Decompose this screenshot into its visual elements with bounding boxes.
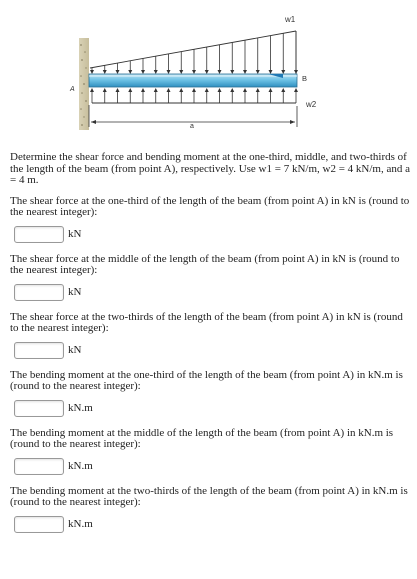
load-arrowhead xyxy=(230,88,234,92)
load-arrowhead xyxy=(192,70,196,74)
unit-label: kN.m xyxy=(68,518,93,530)
load-arrowhead xyxy=(281,70,285,74)
question-moment-one-third xyxy=(10,370,410,419)
load-arrowhead xyxy=(256,88,260,92)
load-arrowhead xyxy=(128,88,132,92)
lower-distributed-load xyxy=(90,88,298,103)
answer-input-moment-one-third[interactable] xyxy=(14,400,64,417)
question-moment-two-thirds xyxy=(10,486,410,535)
load-arrowhead xyxy=(141,88,145,92)
load-arrowhead xyxy=(90,88,94,92)
load-arrowhead xyxy=(205,88,209,92)
unit-label: kN.m xyxy=(68,460,93,472)
load-arrowhead xyxy=(179,88,183,92)
point-a-label: A xyxy=(70,86,75,93)
upper-distributed-load xyxy=(90,31,298,74)
unit-label: kN xyxy=(68,344,82,356)
load-arrowhead xyxy=(128,70,132,74)
answer-input-shear-two-thirds[interactable] xyxy=(14,342,64,359)
load-arrowhead xyxy=(243,88,247,92)
load-arrowhead xyxy=(205,70,209,74)
answer-row xyxy=(10,456,410,477)
load-arrowhead xyxy=(167,88,171,92)
answer-row xyxy=(10,514,410,535)
load-arrowhead xyxy=(103,88,107,92)
load-arrowhead xyxy=(269,70,273,74)
fixed-support xyxy=(79,38,89,130)
problem-content xyxy=(10,152,410,535)
question-shear-middle xyxy=(10,254,410,303)
load-arrowhead xyxy=(230,70,234,74)
w2-label: w2 xyxy=(306,100,317,109)
length-label: a xyxy=(190,123,194,130)
question-prompt: The shear force at the one-third of the length of the beam (from point A) in kN is (round to the nearest integer): xyxy=(10,194,410,218)
question-prompt: The shear force at the two-thirds of the length of the beam (from point A) in kN is (round to the nearest integer): xyxy=(10,310,403,334)
load-arrowhead xyxy=(90,70,94,74)
load-arrowhead xyxy=(116,88,120,92)
answer-input-shear-one-third[interactable] xyxy=(14,226,64,243)
answer-input-moment-middle[interactable] xyxy=(14,458,64,475)
question-prompt: The bending moment at the middle of the length of the beam (from point A) in kN.m is (round to the nearest integer): xyxy=(10,426,394,450)
load-arrowhead xyxy=(141,70,145,74)
unit-label: kN.m xyxy=(68,402,93,414)
beam xyxy=(89,74,297,87)
question-moment-middle xyxy=(10,428,410,477)
load-arrowhead xyxy=(116,70,120,74)
unit-label: kN xyxy=(68,286,82,298)
question-shear-two-thirds xyxy=(10,312,410,361)
point-b-label: B xyxy=(302,74,308,83)
unit-label: kN xyxy=(68,228,82,240)
beam-diagram-svg xyxy=(0,0,417,145)
question-prompt: The bending moment at the two-thirds of the length of the beam (from point A) in kN.m is (round to the nearest integer): xyxy=(10,484,408,508)
load-arrowhead xyxy=(218,88,222,92)
answer-row xyxy=(10,224,410,245)
beam-diagram xyxy=(0,0,417,145)
load-arrowhead xyxy=(281,88,285,92)
load-arrowhead xyxy=(103,70,107,74)
load-arrowhead xyxy=(294,70,298,74)
problem-statement: Determine the shear force and bending moment at the one-third, middle, and two-thirds of the length of the beam (from point A), respectively. Use w1 = 7 kN/m, w2 = 4 kN/m, and a = 4 m. xyxy=(10,151,410,186)
load-arrowhead xyxy=(243,70,247,74)
load-arrowhead xyxy=(154,88,158,92)
load-arrowhead xyxy=(256,70,260,74)
answer-row xyxy=(10,398,410,419)
load-arrowhead xyxy=(294,88,298,92)
load-arrowhead xyxy=(269,88,273,92)
load-arrowhead xyxy=(192,88,196,92)
load-arrowhead xyxy=(179,70,183,74)
w1-label: w1 xyxy=(285,15,296,24)
answer-input-shear-middle[interactable] xyxy=(14,284,64,301)
load-arrowhead xyxy=(167,70,171,74)
answer-input-moment-two-thirds[interactable] xyxy=(14,516,64,533)
answer-row xyxy=(10,340,410,361)
load-arrowhead xyxy=(218,70,222,74)
question-shear-one-third xyxy=(10,196,410,245)
answer-row xyxy=(10,282,410,303)
question-prompt: The shear force at the middle of the length of the beam (from point A) in kN is (round to the nearest integer): xyxy=(10,252,400,276)
load-arrowhead xyxy=(154,70,158,74)
question-prompt: The bending moment at the one-third of the length of the beam (from point A) in kN.m is (round to the nearest integer): xyxy=(10,368,403,392)
